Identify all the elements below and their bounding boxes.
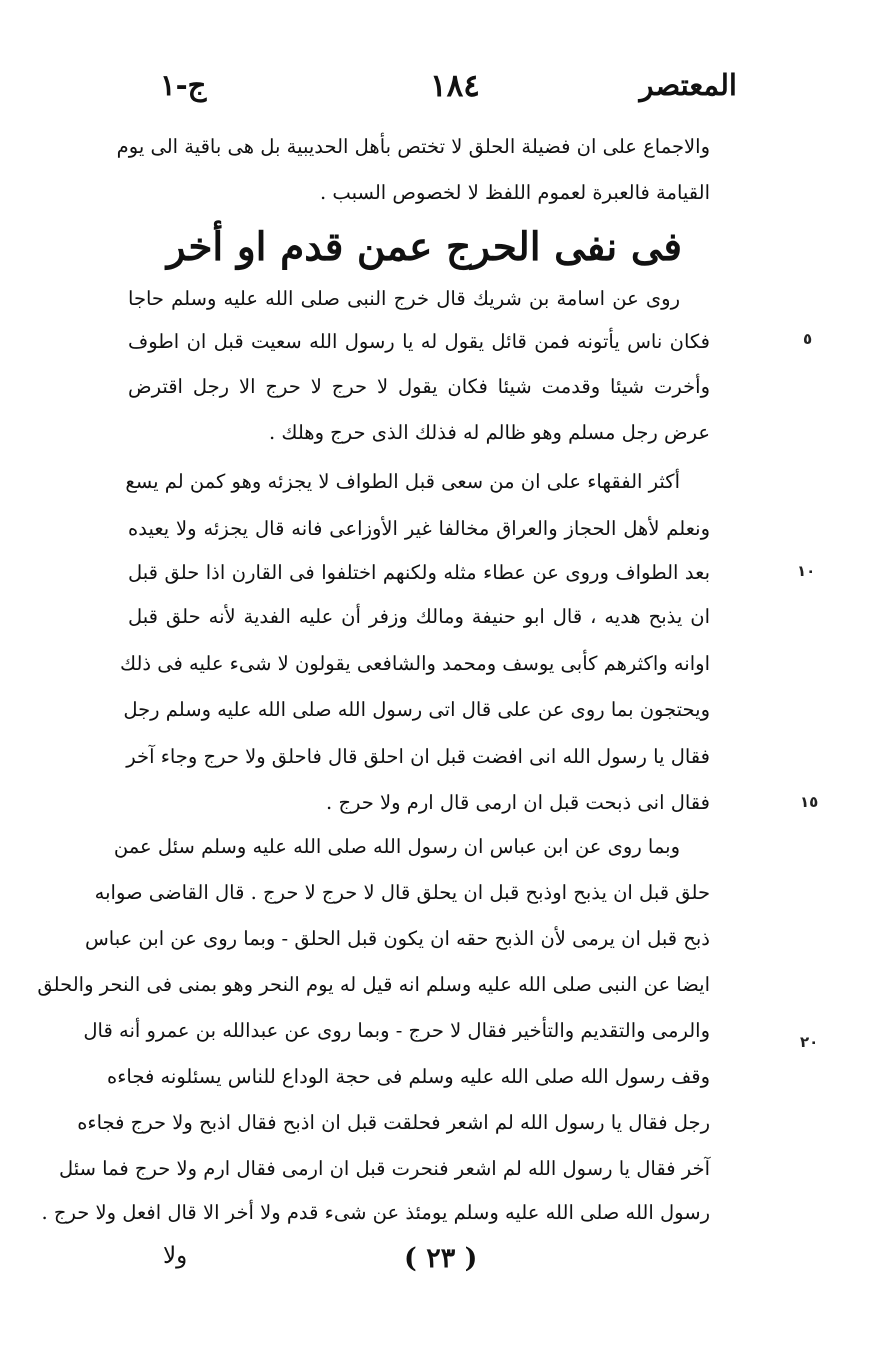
- book-title: المعتصر: [639, 68, 737, 102]
- line-number: ١٠: [797, 562, 816, 580]
- text-line: اوانه واكثرهم كأبى يوسف ومحمد والشافعى يقولون لا شىء عليه فى ذلك: [120, 652, 710, 675]
- section-heading: فى نفى الحرج عمن قدم او أخر: [166, 224, 682, 270]
- text-line: عرض رجل مسلم وهو ظالم له فذلك الذى حرج وهلك .: [269, 421, 710, 444]
- text-line: فقال انى ذبحت قبل ان ارمى قال ارم ولا حرج .: [326, 791, 710, 814]
- text-line: رسول الله صلى الله عليه وسلم يومئذ عن شىء قدم ولا أخر الا قال افعل ولا حرج .: [41, 1201, 710, 1224]
- text-line: فكان ناس يأتونه فمن قائل يقول له يا رسول الله سعيت قبل ان اطوف: [128, 330, 710, 353]
- page-number: ١٨٤: [430, 68, 480, 104]
- text-line: فقال يا رسول الله انى افضت قبل ان احلق قال فاحلق ولا حرج وجاء آخر: [126, 745, 710, 768]
- text-line: حلق قبل ان يذبح اوذبح قبل ان يحلق قال لا حرج لا حرج . قال القاضى صوابه: [94, 881, 710, 904]
- text-line: روى عن اسامة بن شريك قال خرج النبى صلى الله عليه وسلم حاجا: [128, 287, 680, 310]
- sheet-number: ( ٢٣ ): [404, 1243, 478, 1274]
- catchword: ولا: [163, 1243, 188, 1269]
- text-line: وأخرت شيئا وقدمت شيئا فكان يقول لا حرج لا حرج الا رجل اقترض: [128, 375, 710, 398]
- text-line: والرمى والتقديم والتأخير فقال لا حرج - وبما روى عن عبدالله بن عمرو أنه قال: [83, 1019, 710, 1042]
- line-number: ٥: [803, 330, 813, 348]
- text-line: أكثر الفقهاء على ان من سعى قبل الطواف لا يجزئه وهو كمن لم يسع: [125, 470, 680, 493]
- volume-label: ج-١: [160, 68, 207, 102]
- text-line: رجل فقال يا رسول الله لم اشعر فحلقت قبل ان اذبح فقال اذبح ولا حرج فجاءه: [77, 1111, 710, 1134]
- text-line: وقف رسول الله صلى الله عليه وسلم فى حجة الوداع للناس يسئلونه فجاءه: [107, 1065, 710, 1088]
- text-line: ويحتجون بما روى عن على قال اتى رسول الله صلى الله عليه وسلم رجل: [123, 698, 710, 721]
- text-line: ان يذبح هديه ، قال ابو حنيفة ومالك وزفر أن عليه الفدية لأنه حلق قبل: [128, 605, 710, 628]
- text-line: القيامة فالعبرة لعموم اللفظ لا لخصوص السبب .: [320, 181, 710, 204]
- text-line: ذبح قبل ان يرمى لأن الذبح حقه ان يكون قبل الحلق - وبما روى عن ابن عباس: [84, 927, 710, 950]
- text-line: والاجماع على ان فضيلة الحلق لا تختص بأهل الحديبية بل هى باقية الى يوم: [116, 135, 710, 158]
- line-number: ١٥: [800, 793, 819, 811]
- line-number: ٢٠: [800, 1033, 819, 1051]
- text-line: آخر فقال يا رسول الله لم اشعر فنحرت قبل ان ارمى فقال ارم ولا حرج فما سئل: [58, 1157, 710, 1180]
- text-line: ايضا عن النبى صلى الله عليه وسلم انه قيل له يوم النحر وهو بمنى فى النحر والحلق: [37, 973, 710, 996]
- text-line: وبما روى عن ابن عباس ان رسول الله صلى الله عليه وسلم سئل عمن: [113, 835, 680, 858]
- text-line: بعد الطواف وروى عن عطاء مثله ولكنهم اختلفوا فى القارن اذا حلق قبل: [128, 561, 710, 584]
- text-line: ونعلم لأهل الحجاز والعراق مخالفا غير الأوزاعى فانه قال يجزئه ولا يعيده: [128, 517, 710, 540]
